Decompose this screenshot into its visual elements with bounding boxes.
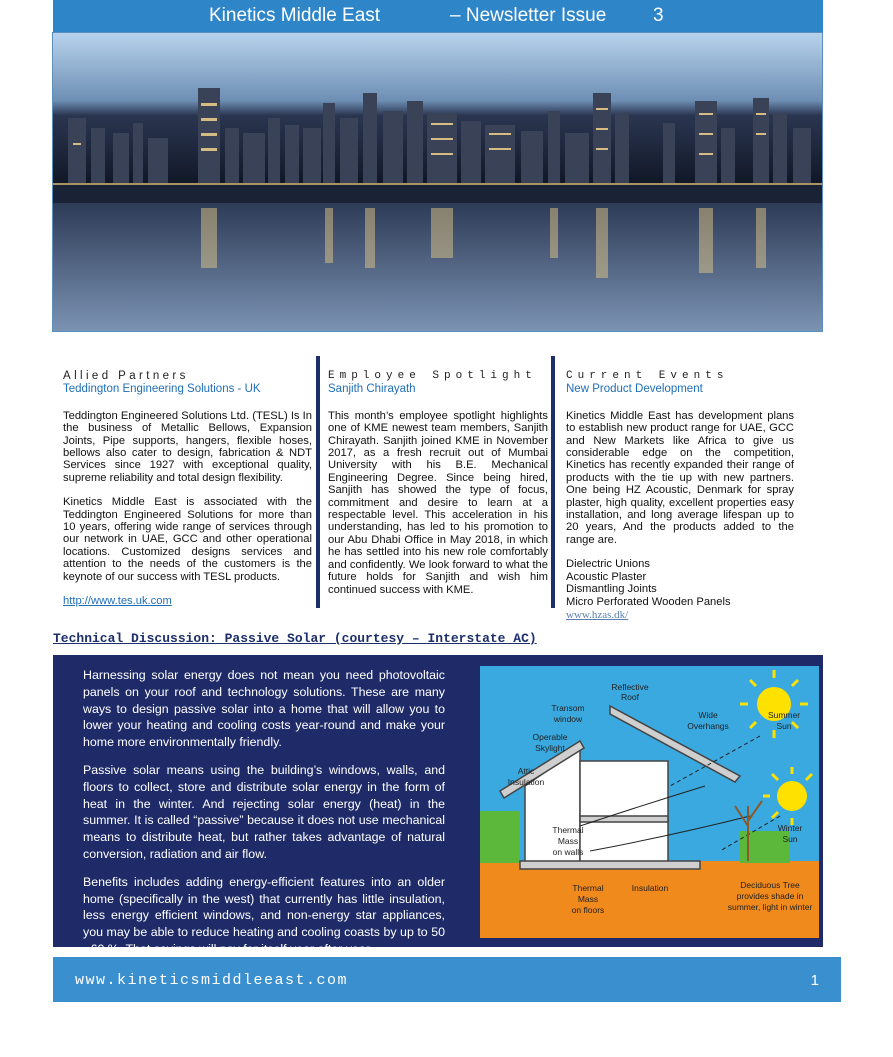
label-thermal-floors-3: on floors [571, 905, 605, 915]
tech-paragraph-1: Harnessing solar energy does not mean you need photovoltaic panels on your roof and technology solutions. These are many ways to design passive solar into a home that will allow you to lower your heating and cooling costs year-round and make your home more environmentally friendly. [83, 668, 445, 750]
passive-solar-diagram [480, 666, 819, 938]
label-reflective-roof-2: Roof [621, 692, 639, 702]
list-item: Acoustic Plaster [566, 570, 647, 583]
events-heading: Current Events [566, 370, 729, 382]
label-winter-2: Sun [782, 834, 798, 844]
label-skylight-2: Skylight [535, 743, 565, 753]
product-list [566, 558, 794, 608]
tech-paragraph-2: Passive solar means using the building’s windows, walls, and floors to collect, store and distribute solar energy in the form of heat in the winter. And rejecting solar energy (heat) in the summer. It is called “passive” because it does not use mechanical means to distribute heat, but rather takes advantage of natural conversion, radiation and air flow. [83, 762, 445, 861]
spotlight-paragraph: This month’s employee spotlight highlights one of KME newest team members, Sanjith Chirayath. Sanjith joined KME in November 2017, as a fresh recruit out of Mumbai University with his B.E. Mechanical Engineering Degree. Since being hired, Sanjith has showed the type of focus, commitment and desire to learn at a respectable level. This acceleration in his understanding, has led to his promotion to our Abu Dhabi Office in May 2018, in which he has settled into his new role comfortably and confidently. We look forward to what the future holds for Sanjith and wish him continued success with KME. [328, 409, 548, 596]
list-item: Dismantling Joints [566, 583, 657, 596]
skyline-photo [52, 32, 823, 332]
label-skylight-1: Operable [532, 732, 568, 742]
company-name: Kinetics Middle East [209, 5, 381, 26]
label-thermal-walls-1: Thermal [552, 825, 584, 835]
label-insulation: Insulation [631, 883, 669, 893]
label-attic-1: Attic [517, 766, 535, 776]
page-footer [53, 957, 841, 1002]
label-wide-2: Overhangs [687, 721, 729, 731]
allied-heading: Allied Partners [63, 370, 189, 382]
list-item: Dielectric Unions [566, 558, 650, 571]
events-paragraph: Kinetics Middle East has development plans to establish new product range for UAE, GCC and New Markets like Africa to give us considerable edge on the competition, Kinetics has recently expanded their range of products with the tie up with new partners. One being HZ Acoustic, Denmark for spray plaster, high quality, excellent properties easy installation, and long average lifespan up to 20 years, And the products added to the range are. [566, 409, 794, 546]
issue-label: – Newsletter Issue [450, 5, 607, 26]
allied-paragraph-2: Kinetics Middle East is associated with the Teddington Engineered Solutions for more than 10 years, offering wide range of services through our network in UAE, GCC and other operational locations. Customized designs services and attention to the needs of the customers is the keynote of our success with TESL products. [63, 496, 312, 583]
issue-number: 3 [653, 5, 664, 26]
tech-discussion-title: Technical Discussion: Passive Solar (courtesy – Interstate AC) [53, 631, 537, 646]
label-tree-2: provides shade in [736, 891, 804, 901]
allied-paragraph-1: Teddington Engineered Solutions Ltd. (TESL) Is In the business of Metallic Bellows, Expansion Joints, Pipe supports, hangers, flexible hoses, bellows also cater to design, fabrication & NDT Services since 1927 with exceptional quality, supreme reliability and total design flexibility. [63, 409, 312, 484]
page-number: 1 [810, 972, 819, 989]
label-summer-1: Summer [767, 710, 801, 720]
spotlight-subheading: Sanjith Chirayath [328, 383, 416, 396]
label-transom-1: Transom [551, 703, 585, 713]
allied-subheading: Teddington Engineering Solutions - UK [63, 383, 261, 396]
label-winter-1: Winter [777, 823, 803, 833]
column-divider [316, 356, 320, 608]
list-item: Micro Perforated Wooden Panels [566, 596, 731, 609]
employee-spotlight-column [328, 370, 548, 608]
footer-website-link[interactable]: www.kineticsmiddleeast.com [75, 972, 349, 989]
label-thermal-walls-2: Mass [557, 836, 579, 846]
label-thermal-floors-2: Mass [577, 894, 599, 904]
hzas-link[interactable]: www.hzas.dk/ [566, 608, 629, 621]
label-summer-2: Sun [776, 721, 792, 731]
events-subheading: New Product Development [566, 383, 703, 396]
allied-partners-column [63, 370, 312, 608]
label-transom-2: window [553, 714, 583, 724]
column-divider [551, 356, 555, 608]
spotlight-heading: Employee Spotlight [328, 370, 537, 382]
tesl-link[interactable]: http://www.tes.uk.com [63, 595, 172, 608]
label-attic-2: Insulation [507, 777, 545, 787]
tech-discussion-panel [53, 655, 823, 956]
label-thermal-floors-1: Thermal [572, 883, 604, 893]
newsletter-header [53, 0, 823, 32]
label-thermal-walls-3: on walls [552, 847, 584, 857]
label-tree-1: Deciduous Tree [740, 880, 800, 890]
current-events-column [566, 370, 794, 621]
label-reflective-roof-1: Reflective [611, 682, 649, 692]
label-wide-1: Wide [698, 710, 718, 720]
tech-paragraph-3: Benefits includes adding energy-efficient features into an older home (specifically in the west) that currently has little insulation, less energy efficient windows, and non-energy star appliances, you may be able to reduce heating and cooling coasts by up to 50 - 60 %. That savings will pay for itself year after year. [83, 874, 445, 956]
label-tree-3: summer, light in winter [727, 902, 813, 912]
